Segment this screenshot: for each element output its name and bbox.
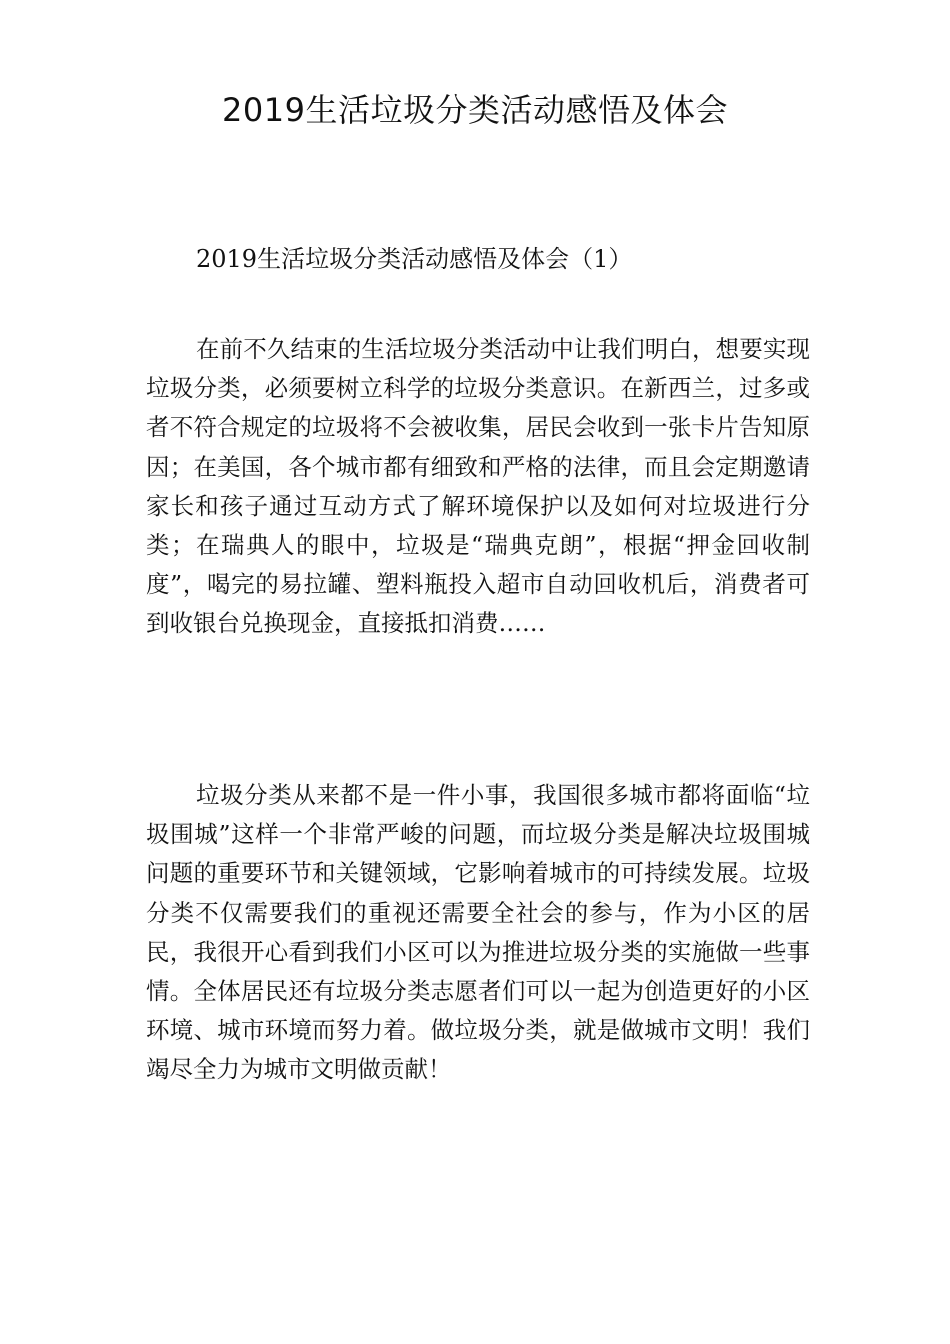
- paragraph-2: 垃圾分类从来都不是一件小事，我国很多城市都将面临“垃圾围城”这样一个非常严峻的问题，而垃圾分类是解决垃圾围城问题的重要环节和关键领域，它影响着城市的可持续发展。垃圾分类不仅需要我们的重视还需要全社会的参与，作为小区的居民，我很开心看到我们小区可以为推进垃圾分类的实施做一些事情。全体居民还有垃圾分类志愿者们可以一起为创造更好的小区环境、城市环境而努力着。做垃圾分类，就是做城市文明！我们竭尽全力为城市文明做贡献！: [146, 781, 810, 1084]
- section-heading: 2019生活垃圾分类活动感悟及体会（1）: [196, 245, 633, 273]
- paragraph-1: 在前不久结束的生活垃圾分类活动中让我们明白，想要实现垃圾分类，必须要树立科学的垃圾分类意识。在新西兰，过多或者不符合规定的垃圾将不会被收集，居民会收到一张卡片告知原因；在美国，各个城市都有细致和严格的法律，而且会定期邀请家长和孩子通过互动方式了解环境保护以及如何对垃圾进行分类；在瑞典人的眼中，垃圾是“瑞典克朗”，根据“押金回收制度”，喝完的易拉罐、塑料瓶投入超市自动回收机后，消费者可到收银台兑换现金，直接抵扣消费……: [146, 335, 810, 638]
- document-title: 2019生活垃圾分类活动感悟及体会: [222, 91, 728, 129]
